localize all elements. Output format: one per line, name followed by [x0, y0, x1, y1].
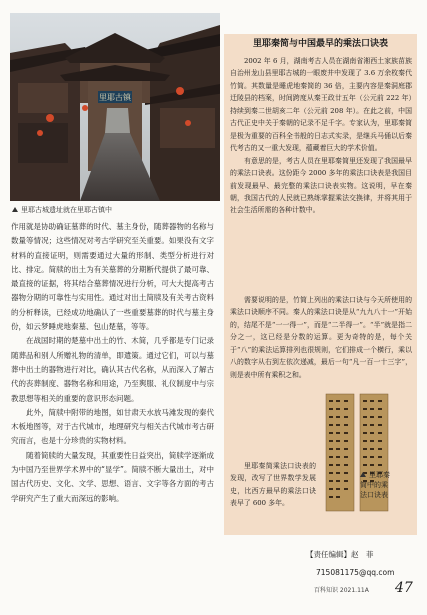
- paragraph: 需要说明的是，竹简上列出的乘法口诀与今天所使用的乘法口诀顺序不同。秦人的乘法口诀是从“九九八十一”开始的，结尾不是“一一得一”，而是“二半得一”。“半”就是指二分之一，这已经是分数的运算。更为奇特的是，每个关于“八”的乘法运算排列也很规则，它们排成一个横行，乘以八的数字从右到左依次递减，最后一句“凡一百一十三字”，则是表中所有乘积之和。: [230, 296, 412, 379]
- slips-caption: [360, 470, 390, 500]
- slips-caption-line: 简中的乘: [360, 481, 388, 489]
- slips-caption-line: 里耶秦: [369, 471, 390, 479]
- liye-town-photo: [10, 13, 220, 201]
- caption-triangle-icon: [360, 472, 366, 477]
- paragraph: 里耶秦简乘法口诀表的发现，改写了世界数学发展史，比西方最早的乘法口诀表早了 600 多年。: [230, 462, 316, 508]
- photo-caption: [12, 206, 112, 215]
- paragraph: 作用就是协助确证墓葬的时代、墓主身份，随葬器物的名称与数量等情况；这些情况对考古学研究至关重要。如果没有文字材料的直接证明，则需要通过大量的形制、类型分析进行对比、排定。简牍的出土为有关墓葬的分期断代提供了最可靠、最直接的证据，将其结合墓葬情况进行分析，可大大提高考古器物分期的可靠性与实用性。通过对出土简牍及有关考古资料的分析释读，已经成功地确认了一些重要墓葬的时代与墓主身份，如云梦睡虎地秦墓、包山楚墓，等等。: [11, 222, 214, 332]
- paragraph: 有意思的是，考古人员在里耶秦简里还发现了我国最早的乘法口诀表。这份距今 2000 多年的乘法口诀表是我国目前发现最早、最完整的乘法口诀表实物。这说明，早在秦朝，我国古代的人民就已熟练掌握乘法交换律，并将其用于社会生活所需的各种计数中。: [230, 156, 412, 215]
- paragraph: 2002 年 6 月，湖南考古人员在湖南省湘西土家族苗族自治州龙山县里耶古城的一眼废井中发现了 3.6 万余枚秦代竹简。其数量是睡虎地秦简的 36 倍，主要内容是秦洞庭郡迁陵县的档案，时间跨度从秦王政廿五年（公元前 222 年）持续到秦二世胡亥二年（公元前 208 年）。在此之前，中国古代正史中关于秦朝的记录不足千字。专家认为，里耶秦简是极为重要的百科全书般的日志式实录，是继兵马俑以后秦代考古的又一重大发现，蕴藏着巨大的学术价值。: [230, 57, 412, 153]
- sidebar-paragraph-1: [230, 55, 412, 217]
- caption-triangle-icon: [12, 207, 18, 212]
- photo-caption-text: 里耶古城遗址就在里耶古镇中: [21, 206, 112, 214]
- left-column-text: [11, 220, 214, 506]
- sidebar-paragraph-4: [230, 460, 316, 510]
- paragraph: 随着简牍的大量发现，其重要性日益突出，简牍学逐渐成为中国乃至世界学术界中的“显学”。简牍不断大量出土，对中国古代历史、文化、文学、思想、语言、文字等各方面的考古学研究产生了重大而深远的影响。: [11, 450, 214, 503]
- slips-caption-line: 法口诀表: [360, 491, 388, 499]
- responsible-editor: 【责任编辑】赵 菲: [306, 550, 374, 559]
- magazine-issue: 百科知识 2021.11A: [314, 587, 369, 594]
- sidebar-paragraph-3-top: [230, 294, 412, 392]
- paragraph: 在战国时期的楚墓中出土的竹、木简，几乎都是专门记录随葬品和别人所赠礼物的清单，即遣策。通过它们，可以与墓葬中出土的器物进行对比，确认其古代名称，从而深入了解古代的丧葬制度、器物名称和用途，乃至舆服、礼仪制度中与宗教思想等相关的重要的意识形态问题。: [11, 336, 214, 403]
- page-number: 47: [395, 580, 413, 596]
- gate-sign-text: 里耶古镇: [99, 93, 131, 102]
- sidebar-title: 里耶秦简与中国最早的乘法口诀表: [252, 39, 388, 49]
- paragraph: 此外，简牍中附带的地图，如甘肃天水放马滩发现的秦代木板地图等，对于古代城市，地理研究与相关古代城市考古研究而言，也是十分珍贵的实物材料。: [11, 407, 214, 446]
- editor-email: 715081175@qq.com: [316, 568, 395, 577]
